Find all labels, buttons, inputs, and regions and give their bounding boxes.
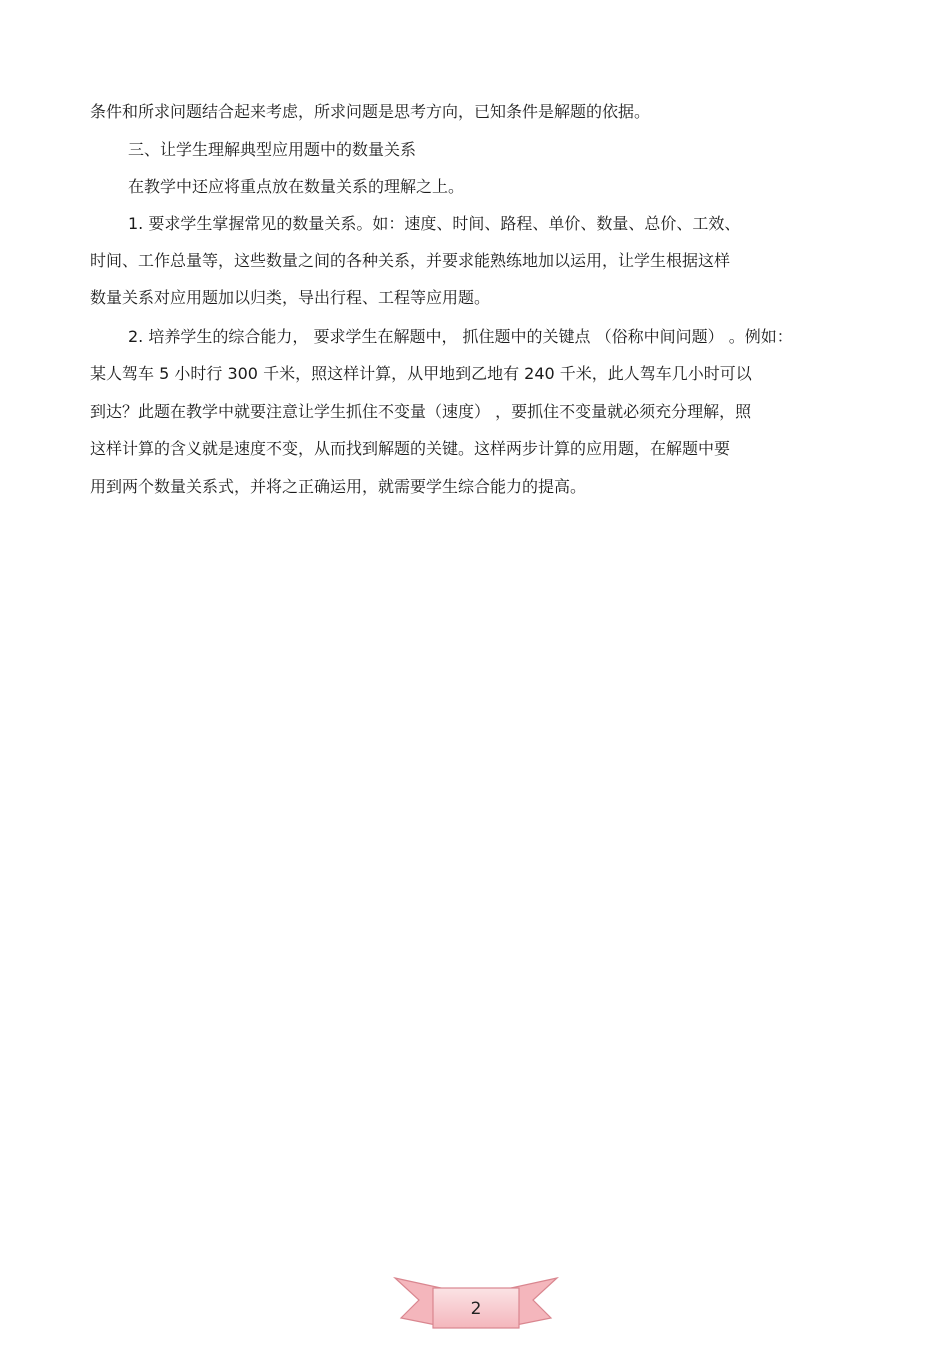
page-footer <box>393 1274 559 1344</box>
paragraph-line: 条件和所求问题结合起来考虑，所求问题是思考方向，已知条件是解题的依据。 <box>90 102 651 121</box>
paragraph-line: 数量关系对应用题加以归类，导出行程、工程等应用题。 <box>90 288 491 307</box>
paragraph-line: 用到两个数量关系式，并将之正确运用，就需要学生综合能力的提高。 <box>90 477 587 496</box>
section-heading: 三、让学生理解典型应用题中的数量关系 <box>128 140 417 159</box>
paragraph-line: 到达？此题在教学中就要注意让学生抓住不变量（速度） ，要抓住不变量就必须充分理解，照 <box>90 402 752 421</box>
paragraph-line: 2. 培养学生的综合能力， 要求学生在解题中， 抓住题中的关键点 （俗称中间问题） 。例如： <box>128 327 793 346</box>
paragraph-line: 1. 要求学生掌握常见的数量关系。如：速度、时间、路程、单价、数量、总价、工效、 <box>128 214 741 233</box>
paragraph-line: 时间、工作总量等，这些数量之间的各种关系，并要求能熟练地加以运用，让学生根据这样 <box>90 251 731 270</box>
paragraph-line: 这样计算的含义就是速度不变，从而找到解题的关键。这样两步计算的应用题，在解题中要 <box>90 439 731 458</box>
page-number: 2 <box>470 1299 482 1319</box>
paragraph-line: 在教学中还应将重点放在数量关系的理解之上。 <box>128 177 465 196</box>
paragraph-line: 某人驾车 5 小时行 300 千米，照这样计算，从甲地到乙地有 240 千米，此人驾车几小时可以 <box>90 364 752 383</box>
